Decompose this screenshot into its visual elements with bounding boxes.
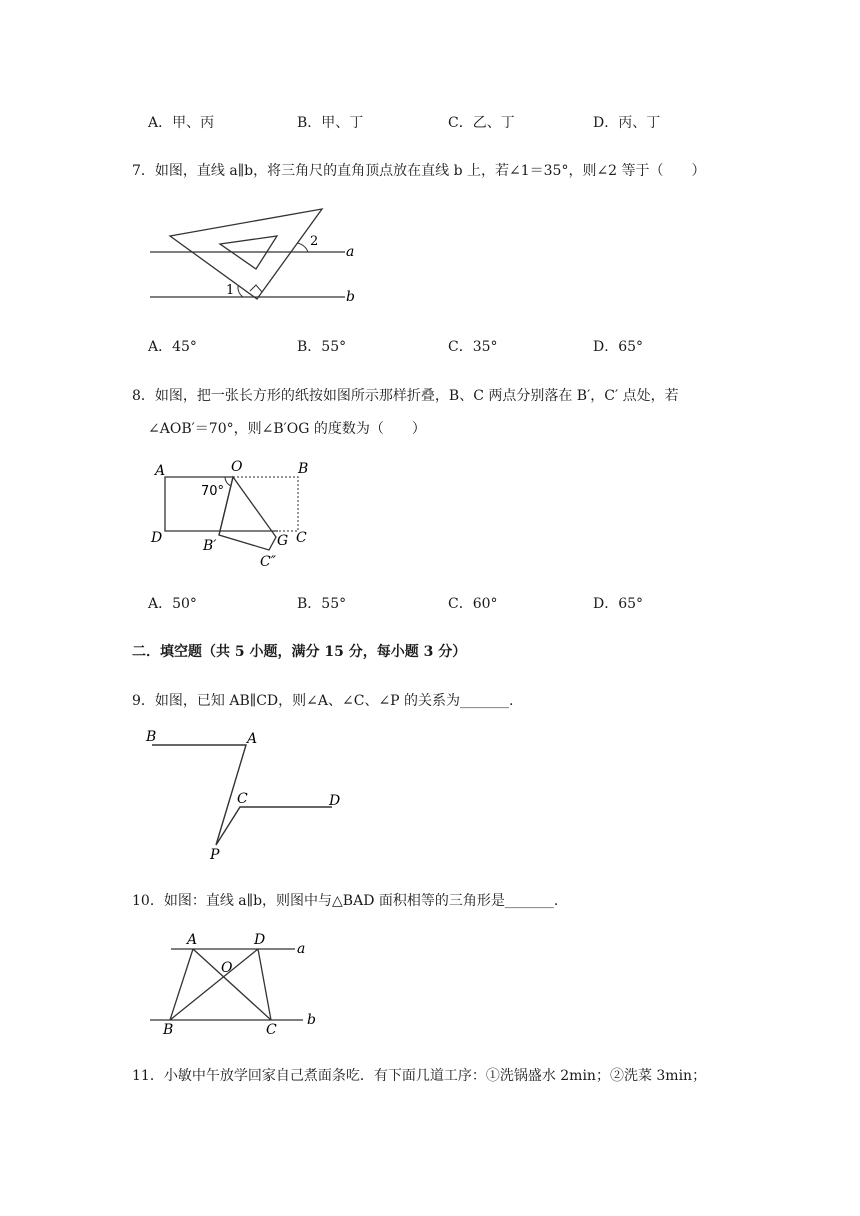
q8-stem-line2: ∠AOB′＝70°，则∠B′OG 的度数为（ ） <box>148 421 426 437</box>
q8-label-A: A <box>155 463 166 479</box>
q8-label-B: B <box>298 461 309 477</box>
q7-figure <box>140 200 370 315</box>
q9-label-B: B <box>146 729 157 745</box>
q8-option-a: A．50° <box>148 596 197 612</box>
q10-label-C: C <box>266 1022 277 1038</box>
q7-stem: 7．如图，直线 a∥b，将三角尺的直角顶点放在直线 b 上，若∠1＝35°，则∠2 等于（ ） <box>132 163 706 179</box>
q7-option-a: A．45° <box>148 339 197 355</box>
q10-stem: 10．如图：直线 a∥b，则图中与△BAD 面积相等的三角形是_______. <box>132 893 559 909</box>
q7-label-b: b <box>346 289 355 305</box>
q10-label-D: D <box>254 932 266 948</box>
q8-stem-line1: 8．如图，把一张长方形的纸按如图所示那样折叠，B、C 两点分别落在 B′，C′ 点处，若 <box>132 388 679 404</box>
q10-label-A: A <box>187 932 198 948</box>
q8-option-b: B．55° <box>297 596 347 612</box>
q7-option-d: D．65° <box>593 339 644 355</box>
q10-label-B: B <box>163 1022 174 1038</box>
q8-label-C: C <box>296 530 307 546</box>
q8-label-angle: 70° <box>201 484 225 499</box>
q9-label-A: A <box>247 731 258 747</box>
q8-label-D: D <box>151 530 163 546</box>
q10-label-a: a <box>297 941 306 957</box>
q8-label-C1: C″ <box>260 554 276 570</box>
q7-option-b: B．55° <box>297 339 347 355</box>
q7-label-a: a <box>346 244 355 260</box>
q9-label-D: D <box>329 793 341 809</box>
q7-option-c: C．35° <box>448 339 498 355</box>
q10-label-O: O <box>221 960 233 976</box>
q9-label-C: C <box>237 791 248 807</box>
q10-figure <box>145 928 335 1038</box>
q8-option-d: D．65° <box>593 596 644 612</box>
q7-label-angle2: 2 <box>310 234 319 249</box>
q8-label-G: G <box>277 533 289 549</box>
q7-label-angle1: 1 <box>226 283 235 298</box>
q6-option-d: D．丙、丁 <box>593 115 661 131</box>
q9-figure <box>140 725 360 865</box>
q8-label-B1: B′ <box>203 538 217 554</box>
q6-option-c: C．乙、丁 <box>448 115 515 131</box>
q6-option-a: A．甲、丙 <box>148 115 215 131</box>
q9-stem: 9．如图，已知 AB∥CD，则∠A、∠C、∠P 的关系为_______. <box>132 693 514 709</box>
q6-option-b: B．甲、丁 <box>297 115 364 131</box>
q8-figure <box>145 455 325 570</box>
q8-option-c: C．60° <box>448 596 498 612</box>
q9-label-P: P <box>210 847 220 863</box>
section-2-title: 二．填空题（共 5 小题，满分 15 分，每小题 3 分） <box>132 644 467 660</box>
q11-stem: 11．小敏中午放学回家自己煮面条吃．有下面几道工序：①洗锅盛水 2min；②洗菜 3min； <box>132 1068 707 1084</box>
q8-label-O: O <box>231 459 243 475</box>
q10-label-b: b <box>307 1012 316 1028</box>
